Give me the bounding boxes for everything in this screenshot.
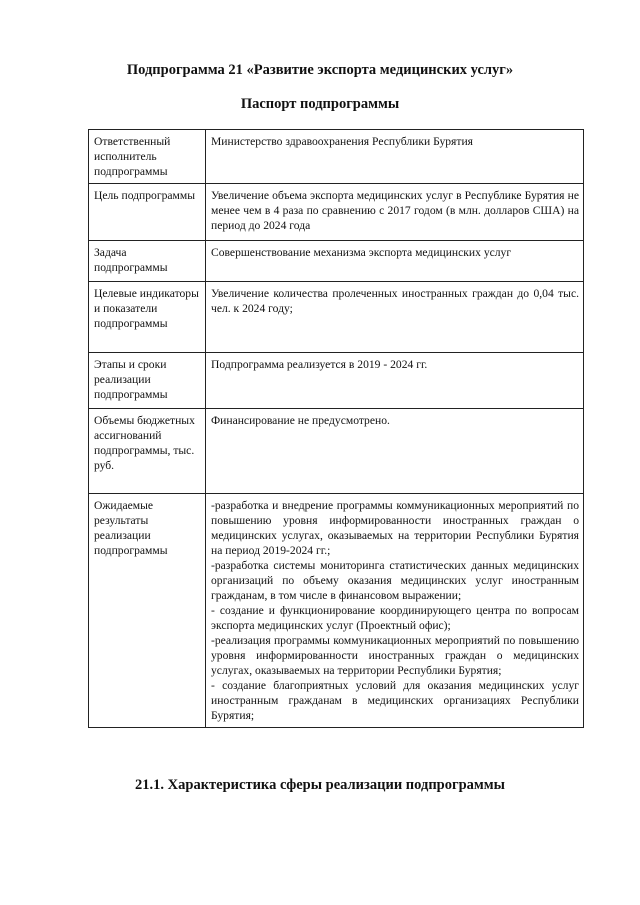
row-value: Финансирование не предусмотрено. [206, 409, 584, 494]
table-row [89, 241, 584, 282]
row-label: Цель подпрограммы [89, 184, 206, 241]
section-heading: 21.1. Характеристика сферы реализации подпрограммы [135, 777, 505, 793]
row-label: Ожидаемые результаты реализации подпрограммы [89, 494, 206, 728]
row-value: Подпрограмма реализуется в 2019 - 2024 гг. [206, 353, 584, 409]
row-label: Этапы и сроки реализации подпрограммы [89, 353, 206, 409]
row-label: Целевые индикаторы и показатели подпрограммы [89, 282, 206, 353]
table-row [89, 353, 584, 409]
results-list [206, 494, 584, 728]
row-value: Увеличение объема экспорта медицинских услуг в Республике Бурятия не менее чем в 4 раза по сравнению с 2017 годом (в млн. долларов США) на период до 2024 года [206, 184, 584, 241]
table-row [89, 184, 584, 241]
list-item: -реализация программы коммуникационных мероприятий по повышению уровня информированности иностранных граждан о медицинских услугах, оказываемых на территории Республики Бурятия; [211, 634, 579, 677]
list-item: -разработка и внедрение программы коммуникационных мероприятий по повышению уровня информированности иностранных граждан о медицинских услугах, оказываемых на территории Республики Бурятия на период 2019-2024 гг.; [211, 499, 579, 557]
list-item: - создание благоприятных условий для оказания медицинских услуг иностранным гражданам в медицинских организациях Республики Бурятия; [211, 679, 579, 722]
row-value: Совершенствование механизма экспорта медицинских услуг [206, 241, 584, 282]
row-label: Объемы бюджетных ассигнований подпрограммы, тыс. руб. [89, 409, 206, 494]
table-row [89, 130, 584, 184]
row-value: Увеличение количества пролеченных иностранных граждан до 0,04 тыс. чел. к 2024 году; [206, 282, 584, 353]
list-item: - создание и функционирование координирующего центра по вопросам экспорта медицинских услуг (Проектный офис); [211, 604, 579, 632]
document-heading: Подпрограмма 21 «Развитие экспорта медицинских услуг» [126, 62, 514, 78]
table-row [89, 494, 584, 728]
passport-title: Паспорт подпрограммы [240, 96, 400, 112]
table-row [89, 282, 584, 353]
row-value: Министерство здравоохранения Республики Бурятия [206, 130, 584, 184]
passport-table [88, 129, 584, 728]
row-label: Задача подпрограммы [89, 241, 206, 282]
row-label: Ответственный исполнитель подпрограммы [89, 130, 206, 184]
table-row [89, 409, 584, 494]
list-item: -разработка системы мониторинга статистических данных медицинских организаций по объему оказания медицинских услуг иностранным гражданам, в том числе в финансовом выражении; [211, 559, 579, 602]
